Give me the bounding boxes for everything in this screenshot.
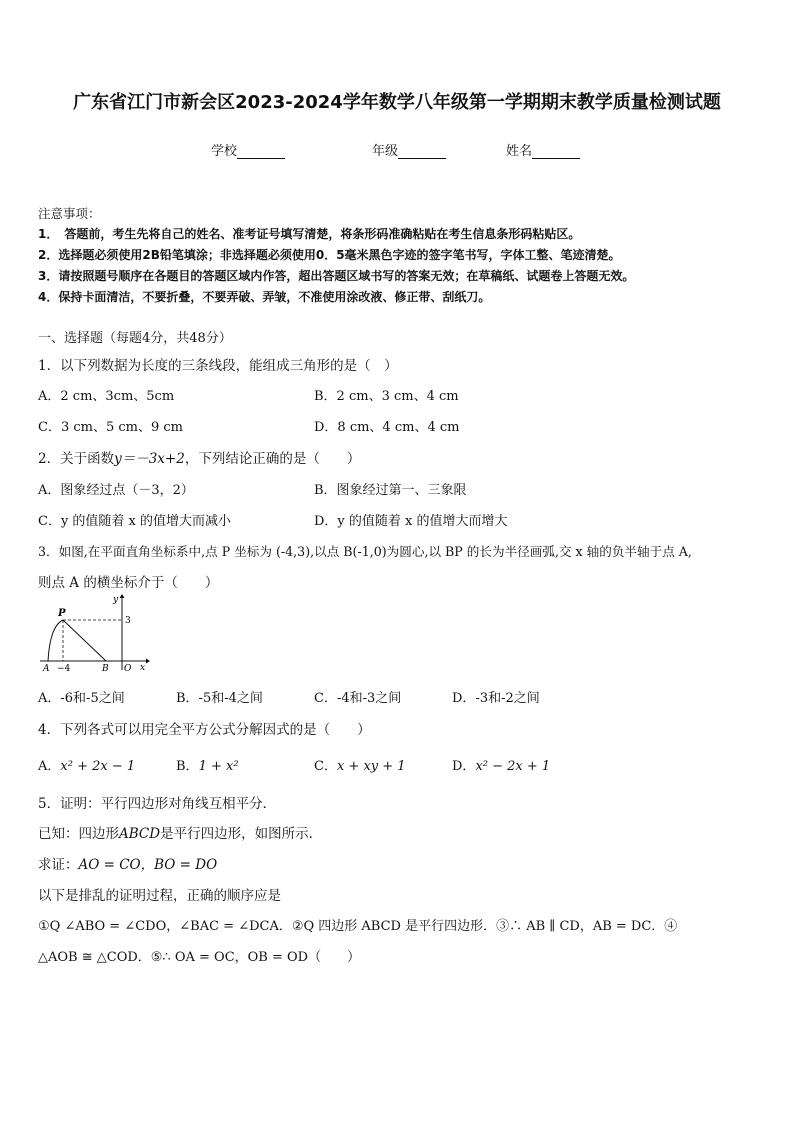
segment-pb: [63, 620, 106, 661]
q5-prove-math: AO = CO，BO = DO: [78, 857, 218, 873]
label-x: x: [140, 663, 146, 672]
q1-option-a: A．2 cm、3cm、5cm: [38, 389, 175, 404]
q5-line6: △AOB ≅ △COD．⑤∴ OA = OC，OB = OD（ ）: [38, 950, 361, 965]
section-heading: 一、选择题（每题4分，共48分）: [38, 331, 232, 346]
q5-line2: [38, 822, 322, 842]
name-blank: [532, 144, 580, 159]
q5-given-pre: 已知：四边形: [38, 826, 119, 842]
y-axis-arrow: [120, 594, 125, 598]
q1-option-d: D．8 cm、4 cm、4 cm: [314, 420, 460, 435]
notes-block: [38, 203, 758, 308]
q3-option-a: A．-6和-5之间: [38, 691, 125, 706]
label-y: y: [113, 595, 119, 605]
q4-stem: 4．下列各式可以用完全平方公式分解因式的是（ ）: [38, 722, 371, 738]
q1-option-c: C．3 cm、5 cm、9 cm: [38, 420, 183, 435]
q2-stem-post: ，下列结论正确的是（ ）: [184, 451, 361, 467]
q1-stem: 1．以下列数据为长度的三条线段，能组成三角形的是（ ）: [38, 358, 398, 374]
notes-item: 1． 答题前，考生先将自己的姓名、准考证号填写清楚，将条形码准确粘贴在考生信息条形码粘贴区。: [38, 227, 581, 241]
q2-stem: [38, 447, 360, 467]
q5-line3: [38, 853, 217, 873]
grade-label: 年级: [372, 144, 399, 159]
arc-pa: [48, 620, 63, 661]
name-label: 姓名: [506, 144, 533, 159]
label-minus-4: −4: [57, 664, 71, 672]
q4-option-b-expr: 1 + x²: [198, 759, 239, 774]
notes-item: 3．请按照题号顺序在各题目的答题区域内作答，超出答题区域书写的答案无效；在草稿纸、试题卷上答题无效。: [38, 269, 635, 283]
notes-item: 4．保持卡面清洁，不要折叠，不要弄破、弄皱，不准使用涂改液、修正带、刮纸刀。: [38, 290, 491, 304]
page-title: 广东省江门市新会区2023-2024学年数学八年级第一学期期末教学质量检测试题: [73, 92, 721, 113]
q5-line4: 以下是排乱的证明过程，正确的顺序应是: [38, 888, 281, 904]
q4-option-a: [38, 755, 135, 774]
q2-stem-pre: 2．关于函数: [38, 451, 115, 467]
q3-option-b: B．-5和-4之间: [176, 691, 263, 706]
q4-option-c-label: C．: [314, 759, 337, 774]
q4-option-d: [452, 755, 550, 774]
q5-given-math: ABCD: [119, 826, 161, 842]
name-field: [506, 140, 580, 159]
label-p: P: [58, 608, 66, 619]
school-field: [211, 140, 285, 159]
q3-option-c: C．-4和-3之间: [314, 691, 402, 706]
grade-blank: [398, 144, 446, 159]
label-o: O: [124, 664, 132, 672]
q2-option-b: B．图象经过第一、三象限: [314, 483, 467, 498]
q2-option-c: C．y 的值随着 x 的值增大而减小: [38, 514, 232, 529]
q2-option-a: A．图象经过点（－3，2）: [38, 483, 194, 498]
school-label: 学校: [211, 144, 238, 159]
q4-option-c-expr: x + xy + 1: [336, 759, 406, 774]
notes-heading: 注意事项：: [38, 206, 101, 221]
q1-option-b: B．2 cm、3 cm、4 cm: [314, 389, 459, 404]
grade-field: [372, 140, 446, 159]
q4-option-d-label: D．: [452, 759, 476, 774]
q5-line5: ①Q ∠ABO = ∠CDO，∠BAC = ∠DCA．②Q 四边形 ABCD 是平行四边形．③∴ AB ∥ CD，AB = DC．④: [38, 919, 678, 934]
q4-option-d-expr: x² − 2x + 1: [475, 759, 551, 774]
q5-prove-pre: 求证：: [38, 857, 79, 873]
notes-item: 2．选择题必须使用2B铅笔填涂；非选择题必须使用0．5毫米黑色字迹的签字笔书写，字体工整、笔迹清楚。: [38, 248, 621, 262]
q2-option-d: D．y 的值随着 x 的值增大而增大: [314, 514, 508, 529]
q2-function: y＝－3x+2: [114, 451, 185, 467]
q5-given-post: 是平行四边形，如图所示．: [160, 826, 323, 842]
q4-option-b-label: B．: [176, 759, 199, 774]
q4-option-a-expr: x² + 2x − 1: [60, 759, 136, 774]
q4-option-a-label: A．: [38, 759, 61, 774]
x-axis-arrow: [146, 659, 150, 664]
school-blank: [237, 144, 285, 159]
q3-stem-line2: 则点 A 的横坐标介于（ ）: [38, 575, 219, 591]
q4-option-b: [176, 755, 239, 774]
q5-line1: 5．证明：平行四边形对角线互相平分．: [38, 796, 277, 812]
student-info-row: [0, 140, 794, 162]
q3-figure: [38, 592, 150, 672]
q4-option-c: [314, 755, 406, 774]
label-b: B: [102, 664, 109, 672]
q3-option-d: D．-3和-2之间: [452, 691, 540, 706]
label-3: 3: [125, 616, 131, 626]
q3-stem-line1: 3．如图,在平面直角坐标系中,点 P 坐标为 (-4,3),以点 B(-1,0)为圆心,以 BP 的长为半径画弧,交 x 轴的负半轴于点 A,: [38, 544, 692, 559]
label-a: A: [43, 664, 50, 672]
